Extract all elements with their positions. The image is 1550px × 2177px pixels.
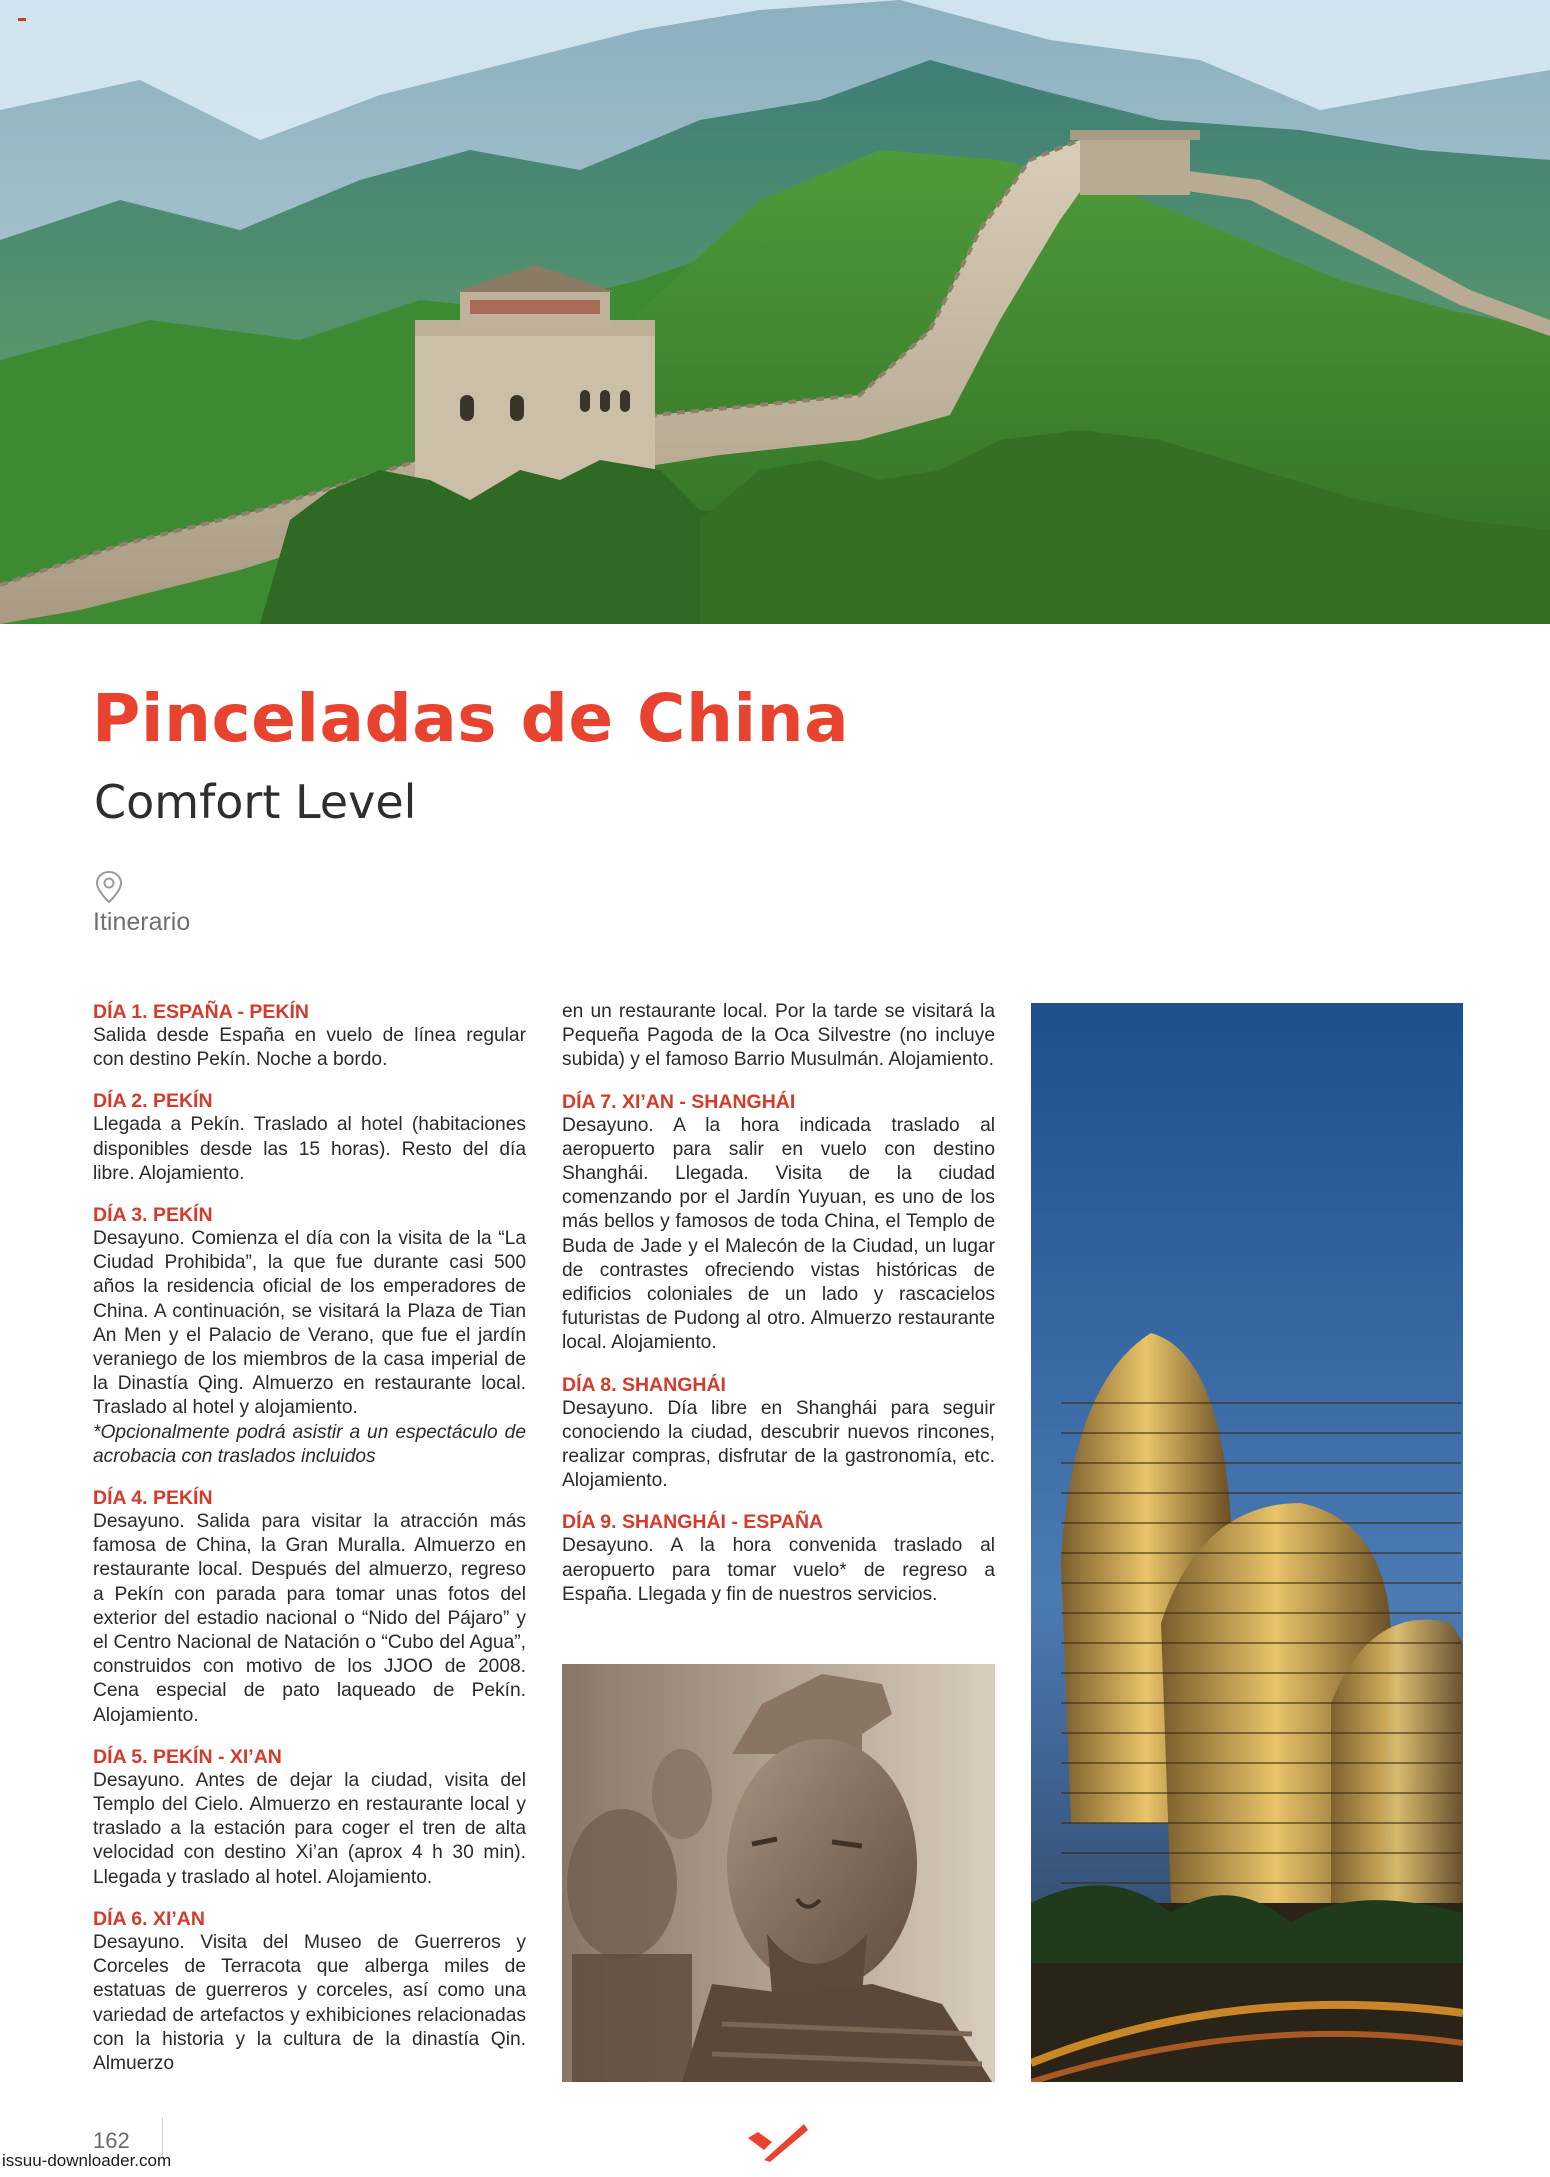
itinerary-day-3	[93, 1203, 526, 1469]
day-text: Desayuno. A la hora indicada traslado al aeropuerto para salir en vuelo con destino Shanghái. Llegada. Visita de la ciudad comenzando por el Jardín Yuyuan, es uno de los más bellos y famosos de toda China, el Templo de Buda de Jade y el Malecón de la Ciudad, un lugar de contrastes ofreciendo vistas históricas de edificios coloniales de un lado y rascacielos futuristas de Pudong al otro. Almuerzo restaurante local. Alojamiento.	[562, 1114, 995, 1354]
day-heading: DÍA 2. PEKÍN	[93, 1090, 213, 1113]
day-heading: DÍA 6. XI’AN	[93, 1907, 205, 1930]
photo-futuristic-buildings	[1031, 1003, 1463, 2082]
itinerary-day-2	[93, 1089, 526, 1186]
day-text: Salida desde España en vuelo de línea regular con destino Pekín. Noche a bordo.	[93, 1025, 526, 1071]
day-text: Desayuno. Comienza el día con la visita de la “La Ciudad Prohibida”, la que fue durante casi 500 años la residencia oficial de los emperadores de China. A continuación, se visitará la Plaza de Tian An Men y el Palacio de Verano, que fue el jardín veraniego de los miembros de la casa imperial de la Dinastía Qing. Almuerzo en restaurante local. Traslado al hotel y alojamiento.	[93, 1228, 526, 1419]
page-subtitle: Comfort Level	[94, 775, 417, 829]
itinerary-day-1	[93, 1000, 526, 1072]
day-heading: DÍA 7. XI’AN - SHANGHÁI	[562, 1090, 796, 1113]
day-heading: DÍA 1. ESPAÑA - PEKÍN	[93, 1001, 309, 1023]
itinerary-column-1	[93, 1000, 526, 2093]
itinerary-day-4	[93, 1486, 526, 1728]
day-heading: DÍA 4. PEKÍN	[93, 1487, 213, 1510]
day-note: *Opcionalmente podrá asistir a un espectáculo de acrobacia con traslados incluidos	[93, 1421, 526, 1467]
photo-terracotta-warriors	[562, 1664, 995, 2082]
page-title: Pinceladas de China	[92, 680, 850, 757]
brand-checkmark-logo	[746, 2122, 808, 2167]
day-heading: DÍA 5. PEKÍN - XI’AN	[93, 1745, 282, 1768]
day-6-continued-text: en un restaurante local. Por la tarde se visitará la Pequeña Pagoda de la Oca Silvestre (no incluye subida) y el famoso Barrio Musulmán. Alojamiento.	[562, 1001, 995, 1071]
corner-mark	[18, 18, 26, 21]
itinerary-day-9	[562, 1510, 995, 1607]
watermark-text: issuu-downloader.com	[2, 2151, 172, 2170]
day-text: Desayuno. A la hora convenida traslado al aeropuerto para tomar vuelo* de regreso a España. Llegada y fin de nuestros servicios.	[562, 1535, 995, 1605]
itinerary-day-8	[562, 1373, 995, 1494]
location-pin-icon	[94, 870, 124, 909]
itinerary-day-7	[562, 1090, 995, 1356]
day-heading: DÍA 3. PEKÍN	[93, 1204, 213, 1227]
day-heading: DÍA 8. SHANGHÁI	[562, 1373, 726, 1396]
day-text: Desayuno. Día libre en Shanghái para seguir conociendo la ciudad, descubrir nuevos rincones, realizar compras, disfrutar de la gastronomía, etc. Alojamiento.	[562, 1397, 995, 1492]
page-number: 162	[93, 2128, 130, 2153]
itinerary-column-2	[562, 1000, 995, 1624]
day-text: Desayuno. Visita del Museo de Guerreros y Corceles de Terracota que alberga miles de estatuas de guerreros y corceles, así como una variedad de artefactos y exhibiciones relacionadas con la historia y la cultura de la dinastía Qin. Almuerzo	[93, 1931, 526, 2074]
day-text: Desayuno. Antes de dejar la ciudad, visita del Templo del Cielo. Almuerzo en restaurante local y traslado a la estación para coger el tren de alta velocidad con destino Xi’an (aprox 4 h 30 min). Llegada y traslado al hotel. Alojamiento.	[93, 1769, 526, 1888]
hero-photo-great-wall	[0, 0, 1550, 624]
day-text: Llegada a Pekín. Traslado al hotel (habitaciones disponibles desde las 15 horas). Resto del día libre. Alojamiento.	[93, 1114, 526, 1184]
itinerary-label: Itinerario	[93, 908, 191, 936]
day-text: Desayuno. Salida para visitar la atracción más famosa de China, la Gran Muralla. Almuerzo en restaurante local. Después del almuerzo, regreso a Pekín con parada para tomar unas fotos del exterior del estadio nacional o “Nido del Pájaro” y el Centro Nacional de Natación o “Cubo del Agua”, construidos con motivo de los JJOO de 2008. Cena especial de pato laqueado de Pekín. Alojamiento.	[93, 1511, 526, 1726]
itinerary-day-6	[93, 1907, 526, 2076]
day-heading: DÍA 9. SHANGHÁI - ESPAÑA	[562, 1511, 824, 1534]
itinerary-day-5	[93, 1745, 526, 1890]
